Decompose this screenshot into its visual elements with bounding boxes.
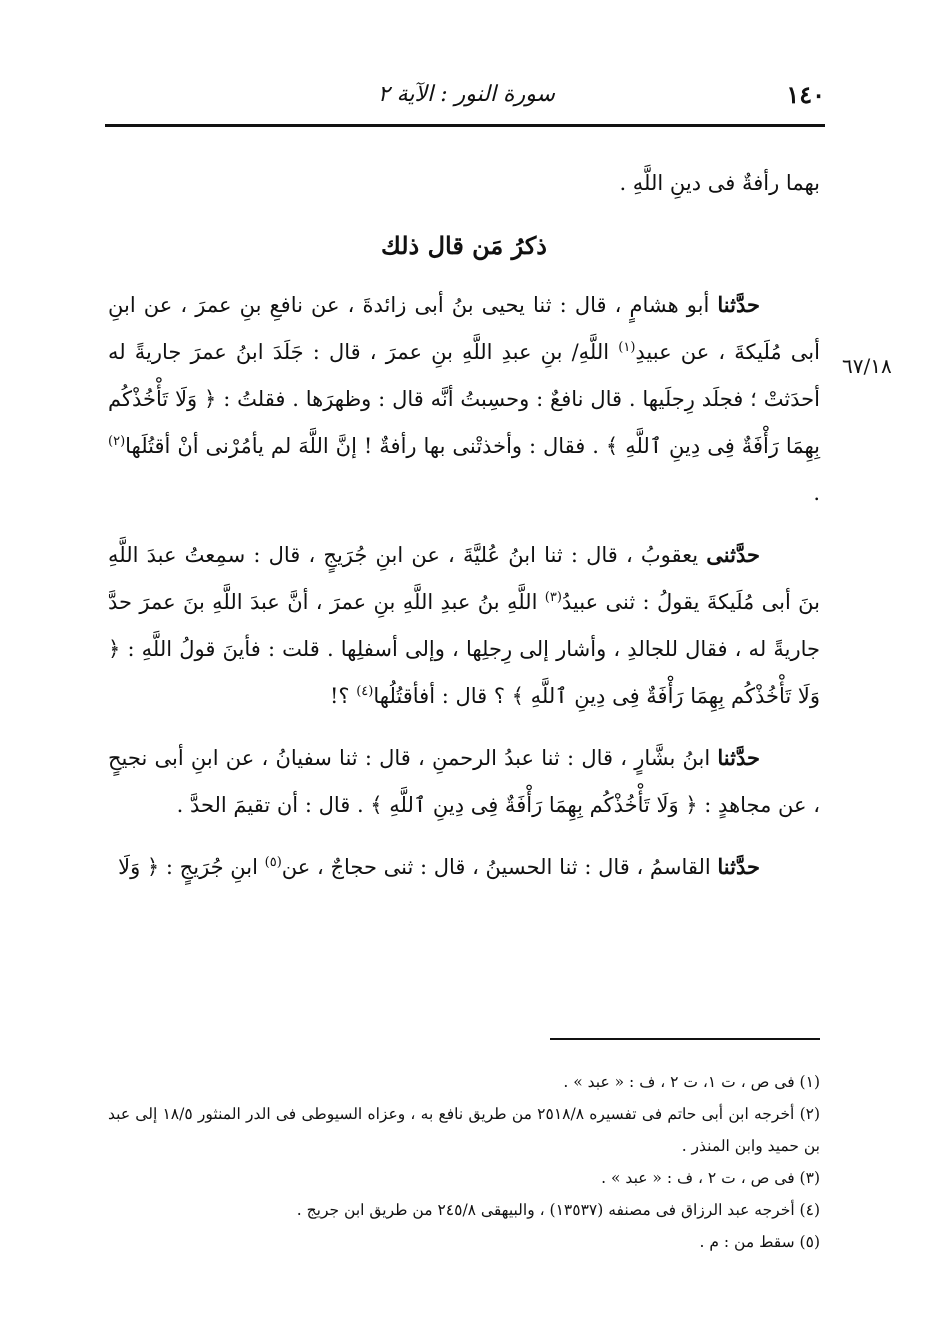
footnotes — [108, 1066, 820, 1258]
hadith-paragraph-2 — [108, 531, 820, 720]
intro-line: بهما رأفةٌ فى دينِ اللَّهِ . — [619, 171, 820, 195]
footnote-ref-4: (٤) — [356, 684, 374, 699]
paragraph-lead-word: حدَّثنا — [717, 854, 760, 879]
paragraph-text: القاسمُ ، قال : ثنا الحسينُ ، قال : ثنى حجاجٌ ، عن — [281, 855, 718, 879]
footnote-ref-2: (٢) — [108, 434, 126, 449]
paragraph-lead-word: حدَّثنا — [717, 292, 760, 317]
margin-volume-page-note: ٦٧/١٨ — [842, 354, 892, 378]
paragraph-text: اللَّهِ بنُ عبدِ اللَّهِ بنِ عمرَ ، أنَّ عبدَ اللَّهِ بنَ عمرَ حدَّ جاريةً له ، فقال للجالدِ ، وأشار إلى رِجلِها ، وإلى أسفلِها . قلت : فأينَ قولُ اللَّهِ : ﴿ وَلَا تَأْخُذْكُم بِهِمَا رَأْفَةٌ فِى دِينِ ٱللَّهِ ﴾ ؟ قال : أفأقتُلُها — [108, 590, 820, 708]
footnote-5: (٥) سقط من : م . — [699, 1233, 820, 1251]
footnote-1: (١) فى ص ، ت ١، ت ٢ ، ف : « عبد » . — [563, 1073, 820, 1091]
running-title: سورة النور : الآية ٢ — [377, 82, 555, 107]
paragraph-text: أبو هشامٍ ، قال : ثنا يحيى بنُ أبى زائدةَ ، عن نافعِ بنِ عمرَ ، عن ابنِ أبى مُلَيكةَ ، عن عبيدِ — [108, 293, 820, 364]
footnote-rule — [550, 1038, 820, 1040]
footnote-ref-5: (٥) — [264, 855, 282, 870]
paragraph-text: ابنُ بشَّارٍ ، قال : ثنا عبدُ الرحمنِ ، قال : ثنا سفيانُ ، عن ابنِ أبى نجيحٍ ، عن مجاهدٍ : ﴿ وَلَا تَأْخُذْكُم بِهِمَا رَأْفَةٌ فِى دِينِ ٱللَّهِ ﴾ . قال : أن تقيمَ الحدَّ . — [108, 746, 820, 817]
footnote-3: (٣) فى ص ، ت ٢ ، ف : « عبد » . — [601, 1169, 820, 1187]
paragraph-text: ؟! — [329, 684, 357, 708]
paragraph-text: ابنِ جُرَيجٍ : ﴿ وَلَا — [118, 855, 265, 879]
footnote-ref-3: (٣) — [544, 590, 562, 605]
paragraph-lead-word: حدَّثنى — [706, 542, 760, 567]
hadith-paragraph-4 — [108, 843, 820, 891]
paragraph-text: اللَّهِ/ بنِ عبدِ اللَّهِ بنِ عمرَ ، قال : جَلَدَ ابنُ عمرَ جاريةً له أحدَثتْ ؛ فجلَد رِجلَيها . قال نافعٌ : وحسِبتُ أنَّه قال : وظهرَها . فقلتُ : ﴿ وَلَا تَأْخُذْكُم بِهِمَا رَأْفَةٌ فِى دِينِ ٱللَّهِ ﴾ . فقال : وأخذتْنى بها رأفةٌ ! إنَّ اللَّهَ لم يأمُرْنى أنْ أقتُلَها — [108, 340, 820, 458]
footnote-2: (٢) أخرجه ابن أبى حاتم فى تفسيره ٢٥١٨/٨ من طريق نافع به ، وعزاه السيوطى فى الدر المنثور ١٨/٥ إلى عبد بن حميد وابن المنذر . — [108, 1105, 821, 1155]
hadith-paragraph-1 — [108, 281, 820, 517]
page-header — [105, 78, 825, 118]
footnote-4: (٤) أخرجه عبد الرزاق فى مصنفه (١٣٥٣٧) ، والبيهقى ٢٤٥/٨ من طريق ابن جريج . — [296, 1201, 820, 1219]
page-number: ١٤٠ — [786, 80, 825, 109]
hadith-paragraph-3 — [108, 734, 820, 829]
footnote-ref-1: (١) — [618, 340, 636, 355]
paragraph-text: . — [813, 481, 820, 505]
header-rule — [105, 124, 825, 127]
paragraph-text: يعقوبُ ، قال : ثنا ابنُ عُليَّةَ ، عن ابنِ جُرَيجٍ ، قال : سمِعتُ عبدَ اللَّهِ بنَ أبى مُلَيكةَ يقولُ : ثنى عبيدُ — [108, 543, 820, 614]
paragraph-lead-word: حدَّثنا — [717, 745, 760, 770]
section-heading: ذكرُ مَن قال ذلك — [381, 231, 547, 260]
main-text — [108, 160, 820, 905]
